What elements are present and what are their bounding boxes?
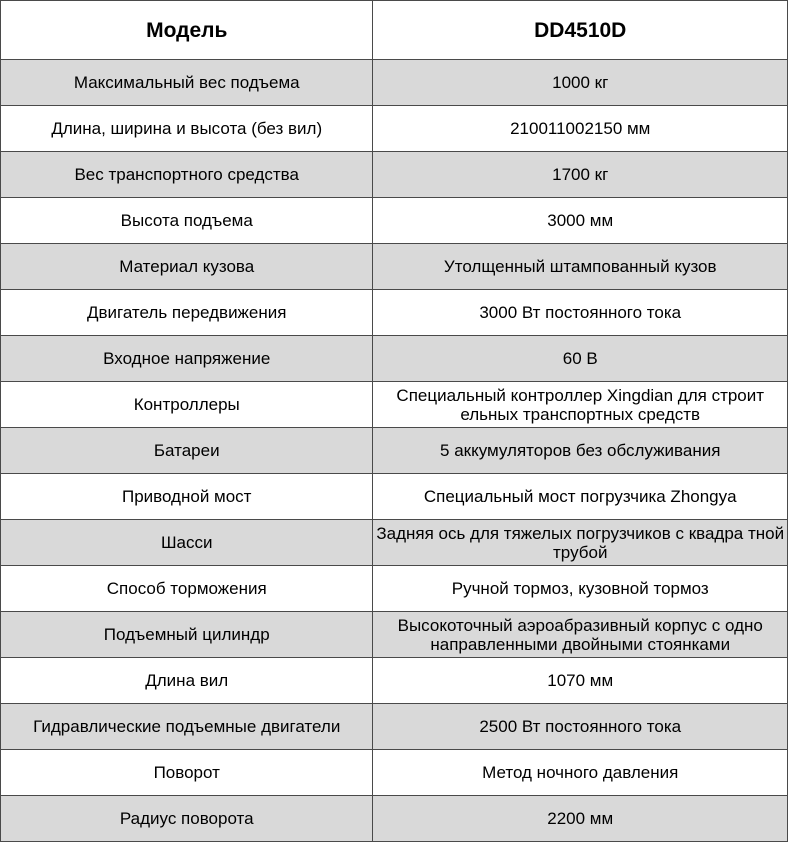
table-row	[1, 244, 788, 290]
table-row	[1, 796, 788, 842]
spec-label: Длина вил	[1, 658, 373, 704]
spec-label: Приводной мост	[1, 474, 373, 520]
spec-label: Материал кузова	[1, 244, 373, 290]
spec-label: Длина, ширина и высота (без вил)	[1, 106, 373, 152]
spec-table-body	[1, 1, 788, 842]
table-row	[1, 612, 788, 658]
spec-value: 1700 кг	[373, 152, 788, 198]
spec-value: 2500 Вт постоянного тока	[373, 704, 788, 750]
spec-value: 1000 кг	[373, 60, 788, 106]
table-row	[1, 520, 788, 566]
spec-value: Высокоточный аэроабразивный корпус с одно направленными двойными стоянками	[373, 612, 788, 658]
spec-value: 3000 Вт постоянного тока	[373, 290, 788, 336]
spec-value: 210011002150 мм	[373, 106, 788, 152]
spec-label: Поворот	[1, 750, 373, 796]
table-row	[1, 474, 788, 520]
table-row	[1, 198, 788, 244]
table-row	[1, 566, 788, 612]
table-row	[1, 750, 788, 796]
spec-value: 2200 мм	[373, 796, 788, 842]
spec-value: Метод ночного давления	[373, 750, 788, 796]
spec-label: Высота подъема	[1, 198, 373, 244]
table-row	[1, 290, 788, 336]
spec-label: Радиус поворота	[1, 796, 373, 842]
spec-value: 3000 мм	[373, 198, 788, 244]
spec-label: Гидравлические подъемные двигатели	[1, 704, 373, 750]
table-row	[1, 336, 788, 382]
spec-value: 1070 мм	[373, 658, 788, 704]
table-row	[1, 60, 788, 106]
table-row	[1, 106, 788, 152]
spec-value: 60 В	[373, 336, 788, 382]
spec-value: Ручной тормоз, кузовной тормоз	[373, 566, 788, 612]
spec-value: Утолщенный штампованный кузов	[373, 244, 788, 290]
table-row	[1, 382, 788, 428]
spec-label: Максимальный вес подъема	[1, 60, 373, 106]
table-row	[1, 704, 788, 750]
spec-label: Контроллеры	[1, 382, 373, 428]
spec-label: Вес транспортного средства	[1, 152, 373, 198]
spec-value: Специальный контроллер Xingdian для строит ельных транспортных средств	[373, 382, 788, 428]
spec-label: Способ торможения	[1, 566, 373, 612]
spec-label: Подъемный цилиндр	[1, 612, 373, 658]
spec-value: 5 аккумуляторов без обслуживания	[373, 428, 788, 474]
spec-label: Двигатель передвижения	[1, 290, 373, 336]
table-row	[1, 152, 788, 198]
table-row	[1, 428, 788, 474]
header-model-label: Модель	[1, 1, 373, 60]
spec-label: Батареи	[1, 428, 373, 474]
header-model-value: DD4510D	[373, 1, 788, 60]
spec-label: Входное напряжение	[1, 336, 373, 382]
table-row	[1, 658, 788, 704]
table-header-row	[1, 1, 788, 60]
spec-label: Шасси	[1, 520, 373, 566]
spec-value: Задняя ось для тяжелых погрузчиков с квадра тной трубой	[373, 520, 788, 566]
spec-value: Специальный мост погрузчика Zhongya	[373, 474, 788, 520]
